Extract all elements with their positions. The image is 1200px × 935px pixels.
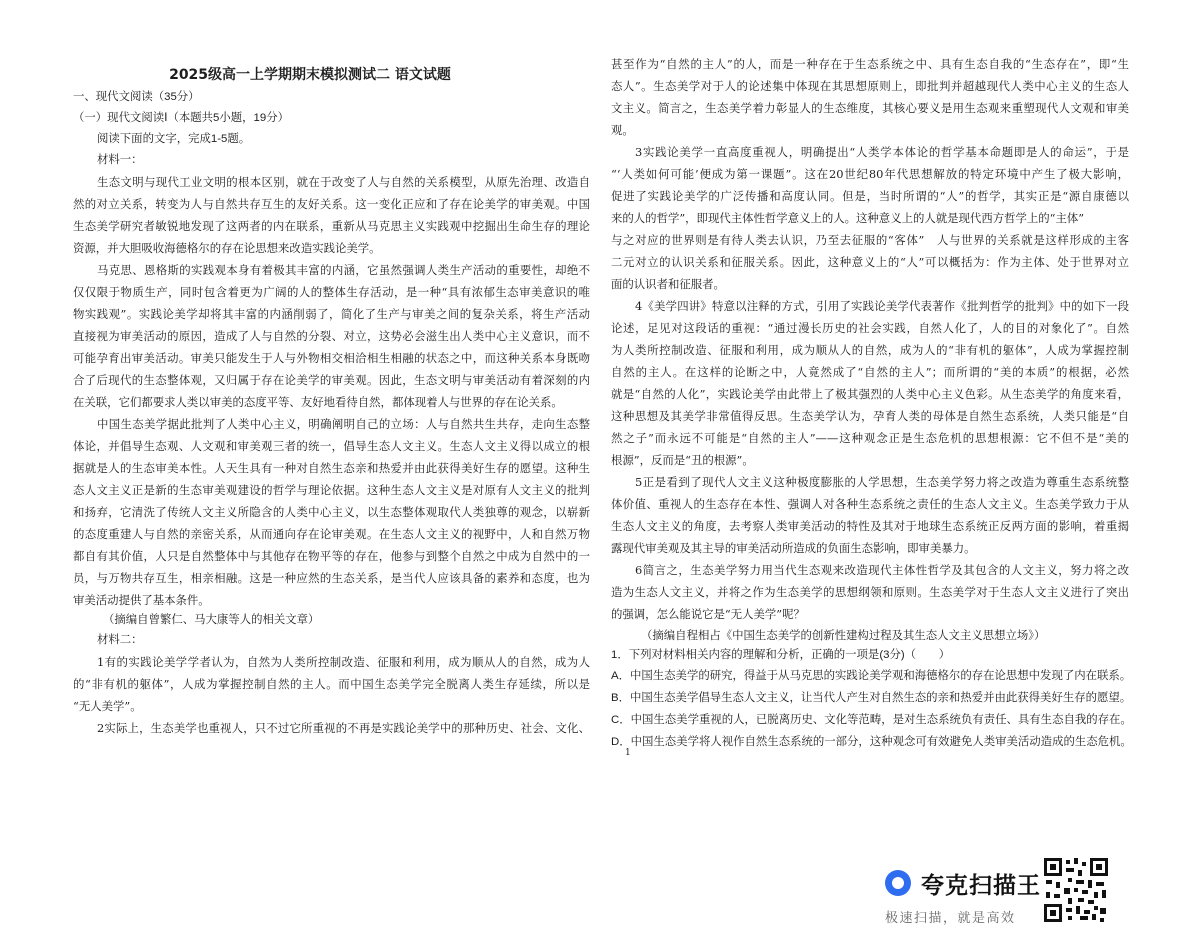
text-line: 6简言之，生态美学努力用当代生态观来改造现代主体性哲学及其包含的人文主义，努力将之改: [635, 563, 1129, 577]
text-line: 都自有其价值，人只是自然整体中与其他存在物平等的存在，他参与到整个自然之中成为自然中的一: [73, 549, 590, 563]
text-line: 可能孕育出审美活动。审美只能发生于人与外物相交相洽相生相融的状态之中，而这种关系本身既吻: [73, 351, 590, 365]
text-line: 甚至作为“自然的主人”的人，而是一种存在于生态系统之中、具有生态自我的“生态存在”，即“生: [611, 57, 1129, 71]
exam-title: 2025级高一上学期期末模拟测试二 语文试题: [169, 67, 451, 83]
text-line: 审美活动提供了基本条件。: [73, 593, 210, 607]
text-line: 面的认识者和征服者。: [611, 277, 725, 291]
text-line: 4《美学四讲》特意以注释的方式，引用了实践论美学代表著作《批判哲学的批判》中的如下一段: [635, 299, 1129, 313]
text-line: 员，与万物共存互生，相亲相融。这是一种应然的生态关系，是当代人应该具备的素养和态度，也为: [73, 571, 590, 585]
text-line: 合了后现代的生态整体观，又归属于存在论美学的审美观。因此，生态文明与审美活动有着深刻的内: [73, 373, 590, 387]
text-line: 观。: [611, 123, 634, 137]
text-line: （摘编自曾繁仁、马大康等人的相关文章）: [103, 612, 320, 626]
text-line: 在关联，它们都要求人类以审美的态度平等、友好地看待自然，都体现着人与世界的存在论关系。: [73, 395, 563, 409]
text-line: B．中国生态美学倡导生态人文主义，让当代人产生对自然生态的亲和热爱并由此获得美好生存的愿望。: [611, 692, 1132, 704]
text-line: 3实践论美学一直高度重视人，明确提出“人类学本体论的哲学基本命题即是人的命运”，于是: [635, 145, 1129, 159]
text-line: 促进了实践论美学的广泛传播和高度认同。但是，当时所谓的“人”的哲学，其实正是“源自康德以: [611, 189, 1129, 203]
text-line: 露现代审美观及其主导的审美活动所造成的负面生态影响，即审美暴力。: [611, 541, 976, 555]
text-line: 生态文明与现代工业文明的根本区别，就在于改变了人与自然的关系模型，从原先治理、改造自: [97, 175, 590, 189]
text-line: 阅读下面的文字，完成1-5题。: [97, 133, 251, 145]
text-line: D．中国生态美学将人视作自然生态系统的一部分，这种观念可有效避免人类审美活动造成的生态危机。: [611, 736, 1132, 748]
text-line: 物实践观”。实践论美学却将其丰富的内涵削弱了，简化了生产与审美之间的复杂关系，将生产活动: [73, 307, 590, 321]
text-line: 1有的实践论美学学者认为，自然为人类所控制改造、征服和利用，成为顺从人的自然，成为人: [97, 655, 590, 669]
text-line: 体论，并倡导生态观、人文观和审美观三者的统一，倡导生态人文主义。生态人文主义得以成立的根: [73, 439, 590, 453]
text-line: 材料一：: [97, 154, 143, 166]
text-line: A．中国生态美学的研究，得益于从马克思的实践论美学观和海德格尔的存在论思想中发现了内在联系。: [611, 670, 1132, 682]
page-number: 1: [625, 748, 631, 758]
text-line: 5正是看到了现代人文主义这种极度膨胀的人学思想，生态美学努力将之改造为尊重生态系统整: [635, 475, 1129, 489]
text-line: 来的人的哲学”，即现代主体性哲学意义上的人。这种意义上的人就是现代西方哲学上的“主体”: [611, 211, 1085, 225]
text-line: 1．下列对材料相关内容的理解和分析，正确的一项是(3分)（ ）: [611, 649, 951, 661]
text-line: 为人类所控制改造、征服和利用，成为顺从人的自然，成为人的“非有机的躯体”，人成为掌握控制: [611, 343, 1129, 357]
qr-code-icon: [1044, 858, 1108, 922]
scanner-watermark-logo: [885, 863, 1041, 903]
text-line: 的强调，怎么能说它是“无人美学”呢？: [611, 607, 805, 621]
text-line: 材料二：: [97, 634, 143, 646]
text-line: 生态美学研究者敏锐地发现了这两者的内在联系，重新从马克思主义实践观中挖掘出生命生存的理论: [73, 219, 590, 233]
text-line: C．中国生态美学重视的人，已脱离历史、文化等范畴，是对生态系统负有责任、具有生态自我的存在。: [611, 714, 1132, 726]
text-line: 就是“自然的人化”，实践论美学由此带上了极其强烈的人类中心主义色彩。从生态美学的角度来看，: [611, 387, 1129, 401]
text-line: 据就是人的生态审美本性。人天生具有一种对自然生态亲和热爱并由此获得美好生存的愿望。这种生: [73, 461, 590, 475]
text-line: 体价值、重视人的生态存在本性、强调人对各种生态系统之责任的生态人文主义。生态美学致力于从: [611, 497, 1129, 511]
text-line: （一）现代文阅读Ⅰ（本题共5小题，19分）: [73, 112, 290, 124]
text-line: 论述，足见对这段话的重视：“通过漫长历史的社会实践，自然人化了，人的目的对象化了”。自然: [611, 321, 1129, 335]
watermark-brand: 夸克扫描王: [921, 872, 1041, 899]
text-line: 文主义。简言之，生态美学着力彰显人的生态维度，其核心要义是用生态观来重塑现代人文观和审美: [611, 101, 1129, 115]
text-line: 的态度重建人与自然的亲密关系，从而通向存在论审美观。在生态人文主义的视野中，人和自然万物: [73, 527, 590, 541]
text-line: 仅仅限于物质生产，同时包含着更为广阔的人的整体生存活动，是一种“具有浓郁生态审美意识的唯: [73, 285, 590, 299]
text-line: 态人”。生态美学对于人的论述集中体现在其思想原则上，即批判并超越现代人类中心主义的生态人: [611, 79, 1129, 93]
text-line: “‘人类如何可能’便成为第一课题”。这在20世纪80年代思想解放的特定环境中产生了极大影响，: [611, 167, 1129, 181]
quark-logo-icon: [885, 870, 911, 896]
text-line: 二元对立的认识关系和征服关系。因此，这种意义上的“人”可以概括为：作为主体、处于世界对立: [611, 255, 1129, 269]
text-line: 和扬弃，它清洗了传统人文主义所隐含的人类中心主义，以生态整体观取代人类独尊的观念，以崭新: [73, 505, 590, 519]
text-line: 马克思、恩格斯的实践观本身有着极其丰富的内涵，它虽然强调人类生产活动的重要性，却绝不: [97, 263, 590, 277]
text-line: 中国生态美学据此批判了人类中心主义，明确阐明自己的立场：人与自然共生共存，走向生态整: [97, 417, 590, 431]
text-line: 直接视为审美活动的原因，造成了人与自然的分裂、对立，这势必会滋生出人类中心主义意识，而不: [73, 329, 590, 343]
text-line: 自然的主人。在这样的论断之中，人竟然成了“自然的主人”；而所谓的“美的本质”的根据，必然: [611, 365, 1129, 379]
text-line: 生态人文主义的角度，去考察人类审美活动的特性及其对于地球生态系统正反两方面的影响，着重揭: [611, 519, 1129, 533]
watermark-slogan: 极速扫描，就是高效: [885, 911, 1016, 926]
text-line: 这种思想及其美学非常值得反思。生态美学认为，孕育人类的母体是自然生态系统，人类只能是“自: [611, 409, 1129, 423]
text-line: 与之对应的世界则是有待人类去认识，乃至去征服的“客体” 人与世界的关系就是这样形成的主客: [611, 233, 1129, 247]
text-line: 一、现代文阅读（35分）: [73, 91, 200, 103]
text-line: 然的对立关系，转变为人与自然共存互生的友好关系。这一变化正应和了存在论美学的审美观。中国: [73, 197, 590, 211]
text-line: 的“非有机的躯体”，人成为掌握控制自然的主人。而中国生态美学完全脱离人类生存延续，所以是: [73, 677, 590, 691]
text-line: 资源，并大胆吸收海德格尔的存在论思想来改造实践论美学。: [73, 241, 381, 255]
text-line: 态人文主义正是新的生态审美观建设的哲学与理论依据。这种生态人文主义是对原有人文主义的批判: [73, 483, 590, 497]
text-line: 然之子”而永远不可能是“自然的主人”——这种观念正是生态危机的思想根源：它不但不是“美的: [611, 431, 1129, 445]
text-line: （摘编自程相占《中国生态美学的创新性建构过程及其生态人文主义思想立场》）: [641, 628, 1046, 642]
text-line: “无人美学”。: [73, 699, 142, 713]
text-line: 造为生态人文主义，并将之作为生态美学的思想纲领和原则。生态美学对于生态人文主义进行了突出: [611, 585, 1129, 599]
text-line: 2实际上，生态美学也重视人，只不过它所重视的不再是实践论美学中的那种历史、社会、文化、: [97, 721, 590, 735]
text-line: 根源”，反而是“丑的根源”。: [611, 453, 754, 467]
